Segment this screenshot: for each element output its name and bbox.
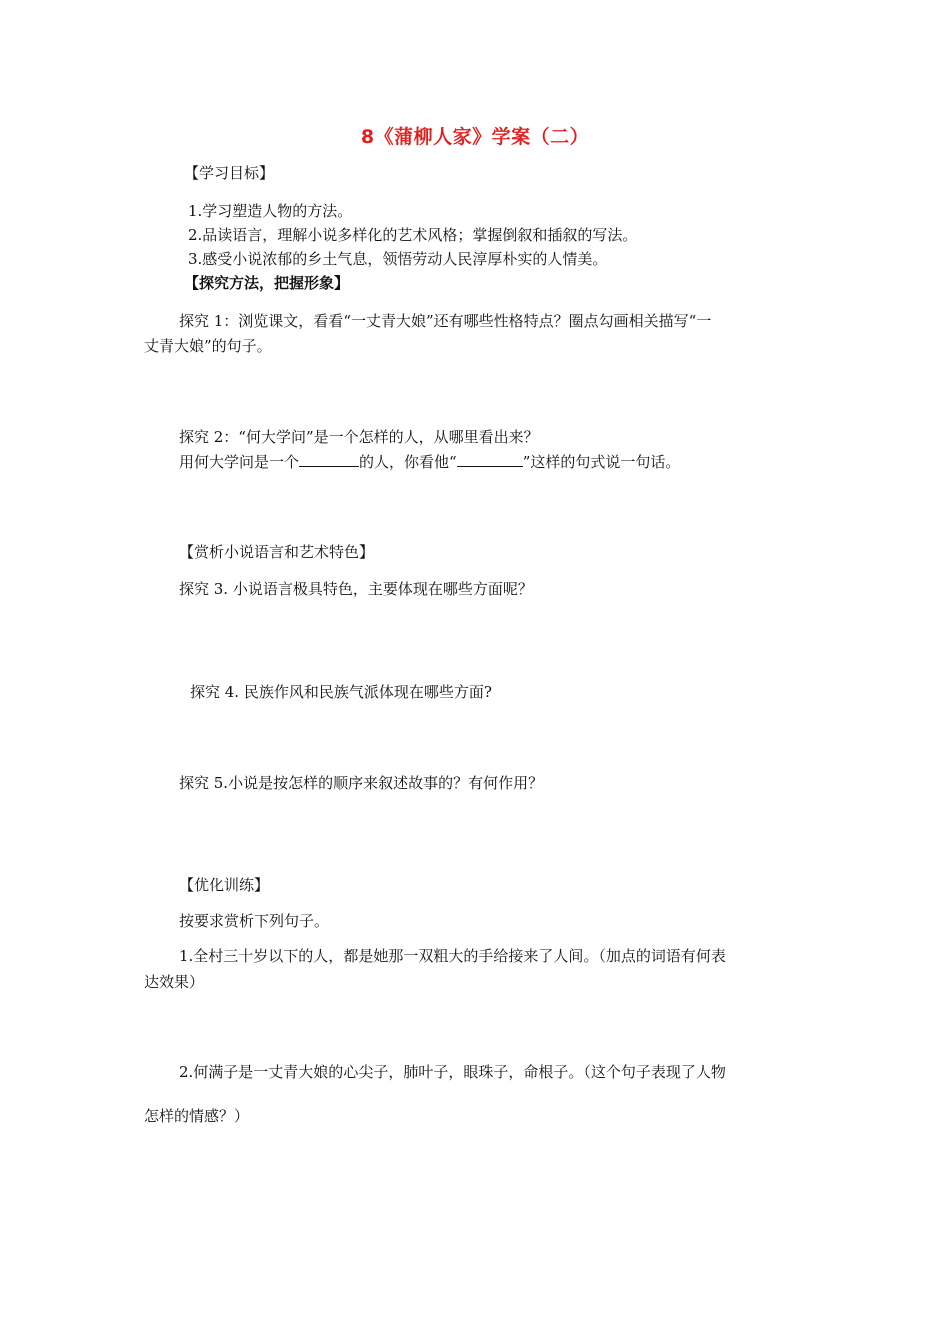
question-2-prompt-c: ”这样的句式说一句话。 <box>522 453 681 471</box>
appreciate-header: 【赏析小说语言和艺术特色】 <box>179 543 375 561</box>
training-header: 【优化训练】 <box>179 876 270 894</box>
objectives-header: 【学习目标】 <box>184 164 275 182</box>
page-title: 8《蒲柳人家》学案（二） <box>360 126 590 148</box>
question-2-prompt-b: 的人，你看他“ <box>359 453 457 471</box>
answer-blank-2[interactable] <box>457 452 523 467</box>
training-2-line-2: 怎样的情感？） <box>144 1107 250 1125</box>
training-intro: 按要求赏析下列句子。 <box>179 912 330 930</box>
question-1-line-2: 丈青大娘”的句子。 <box>144 337 272 355</box>
question-3: 探究 3. 小说语言极具特色，主要体现在哪些方面呢？ <box>179 580 533 598</box>
question-2-prompt-a: 用何大学问是一个 <box>179 453 300 471</box>
method-header: 【探究方法，把握形象】 <box>184 274 350 292</box>
training-2-line-1: 2.何满子是一丈青大娘的心尖子，肺叶子，眼珠子，命根子。（这个句子表现了人物 <box>179 1063 726 1081</box>
training-1-line-1: 1.全村三十岁以下的人，都是她那一双粗大的手给接来了人间。（加点的词语有何表 <box>179 947 726 965</box>
objective-item-3: 3.感受小说浓郁的乡土气息，领悟劳动人民淳厚朴实的人情美。 <box>188 250 608 268</box>
question-2-line-2 <box>179 452 680 472</box>
training-1-line-2: 达效果） <box>144 973 205 991</box>
question-5: 探究 5.小说是按怎样的顺序来叙述故事的？有何作用？ <box>179 774 544 792</box>
question-2-line-1: 探究 2：“何大学问”是一个怎样的人，从哪里看出来？ <box>179 428 539 446</box>
answer-blank-1[interactable] <box>299 452 359 467</box>
question-1-line-1: 探究 1：浏览课文，看看“一丈青大娘”还有哪些性格特点？圈点勾画相关描写“一 <box>179 312 712 330</box>
objective-item-2: 2.品读语言，理解小说多样化的艺术风格；掌握倒叙和插叙的写法。 <box>188 226 638 244</box>
question-4: 探究 4. 民族作风和民族气派体现在哪些方面? <box>190 683 492 701</box>
objective-item-1: 1.学习塑造人物的方法。 <box>188 202 353 220</box>
